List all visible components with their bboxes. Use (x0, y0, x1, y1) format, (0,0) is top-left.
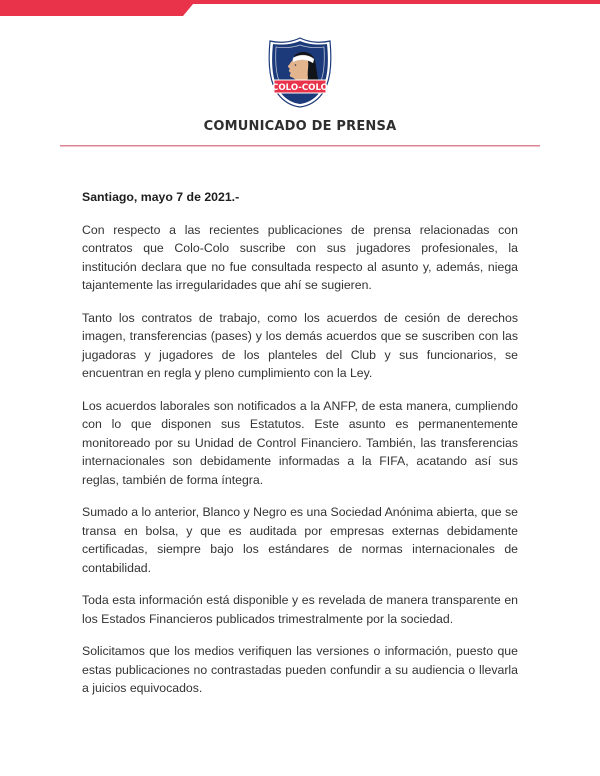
paragraph-4: Sumado a lo anterior, Blanco y Negro es una Sociedad Anónima abierta, que se transa en bolsa, y que es auditada por empresas externas debidamente certificadas, siempre bajo los estándares de normas internacionales de contabilidad. (82, 505, 518, 575)
colo-colo-crest-icon (264, 36, 336, 108)
paragraph-5: Toda esta información está disponible y es revelada de manera transparente en los Estados Financieros publicados trimestralmente por la sociedad. (82, 593, 518, 626)
paragraph-2: Tanto los contratos de trabajo, como los acuerdos de cesión de derechos imagen, transferencias (pases) y los demás acuerdos que se suscriben con las jugadoras y jugadores de los planteles del Club y sus funcionarios, se encuentran en regla y pleno cumplimiento con la Ley. (82, 310, 518, 380)
svg-text:COLO-COLO: COLO-COLO (272, 83, 328, 93)
dateline: Santiago, mayo 7 de 2021.- (82, 190, 240, 204)
press-release-body (82, 188, 518, 712)
header-red-band (0, 0, 600, 18)
colo-colo-logo (264, 36, 336, 108)
paragraph-1: Con respecto a las recientes publicaciones de prensa relacionadas con contratos que Colo-Colo suscribe con sus jugadores profesionales, la institución declara que no fue consultada respecto al asunto y, además, niega tajantemente las irregularidades que ahí se sugieren. (82, 222, 518, 292)
red-band-shape-icon (0, 0, 600, 18)
page-title: COMUNICADO DE PRENSA (203, 119, 397, 134)
paragraph-6: Solicitamos que los medios verifiquen las versiones o información, puesto que estas publicaciones no contrastadas pueden confundir a su audiencia o llevarla a juicios equivocados. (82, 644, 518, 695)
paragraph-3: Los acuerdos laborales son notificados a la ANFP, de esta manera, cumpliendo con lo que disponen sus Estatutos. Este asunto es permanentemente monitoreado por su Unidad de Control Financiero. También, las transferencias internacionales son debidamente informadas a la FIFA, acatando así sus reglas, también de forma íntegra. (82, 398, 518, 487)
header-divider (60, 145, 540, 147)
